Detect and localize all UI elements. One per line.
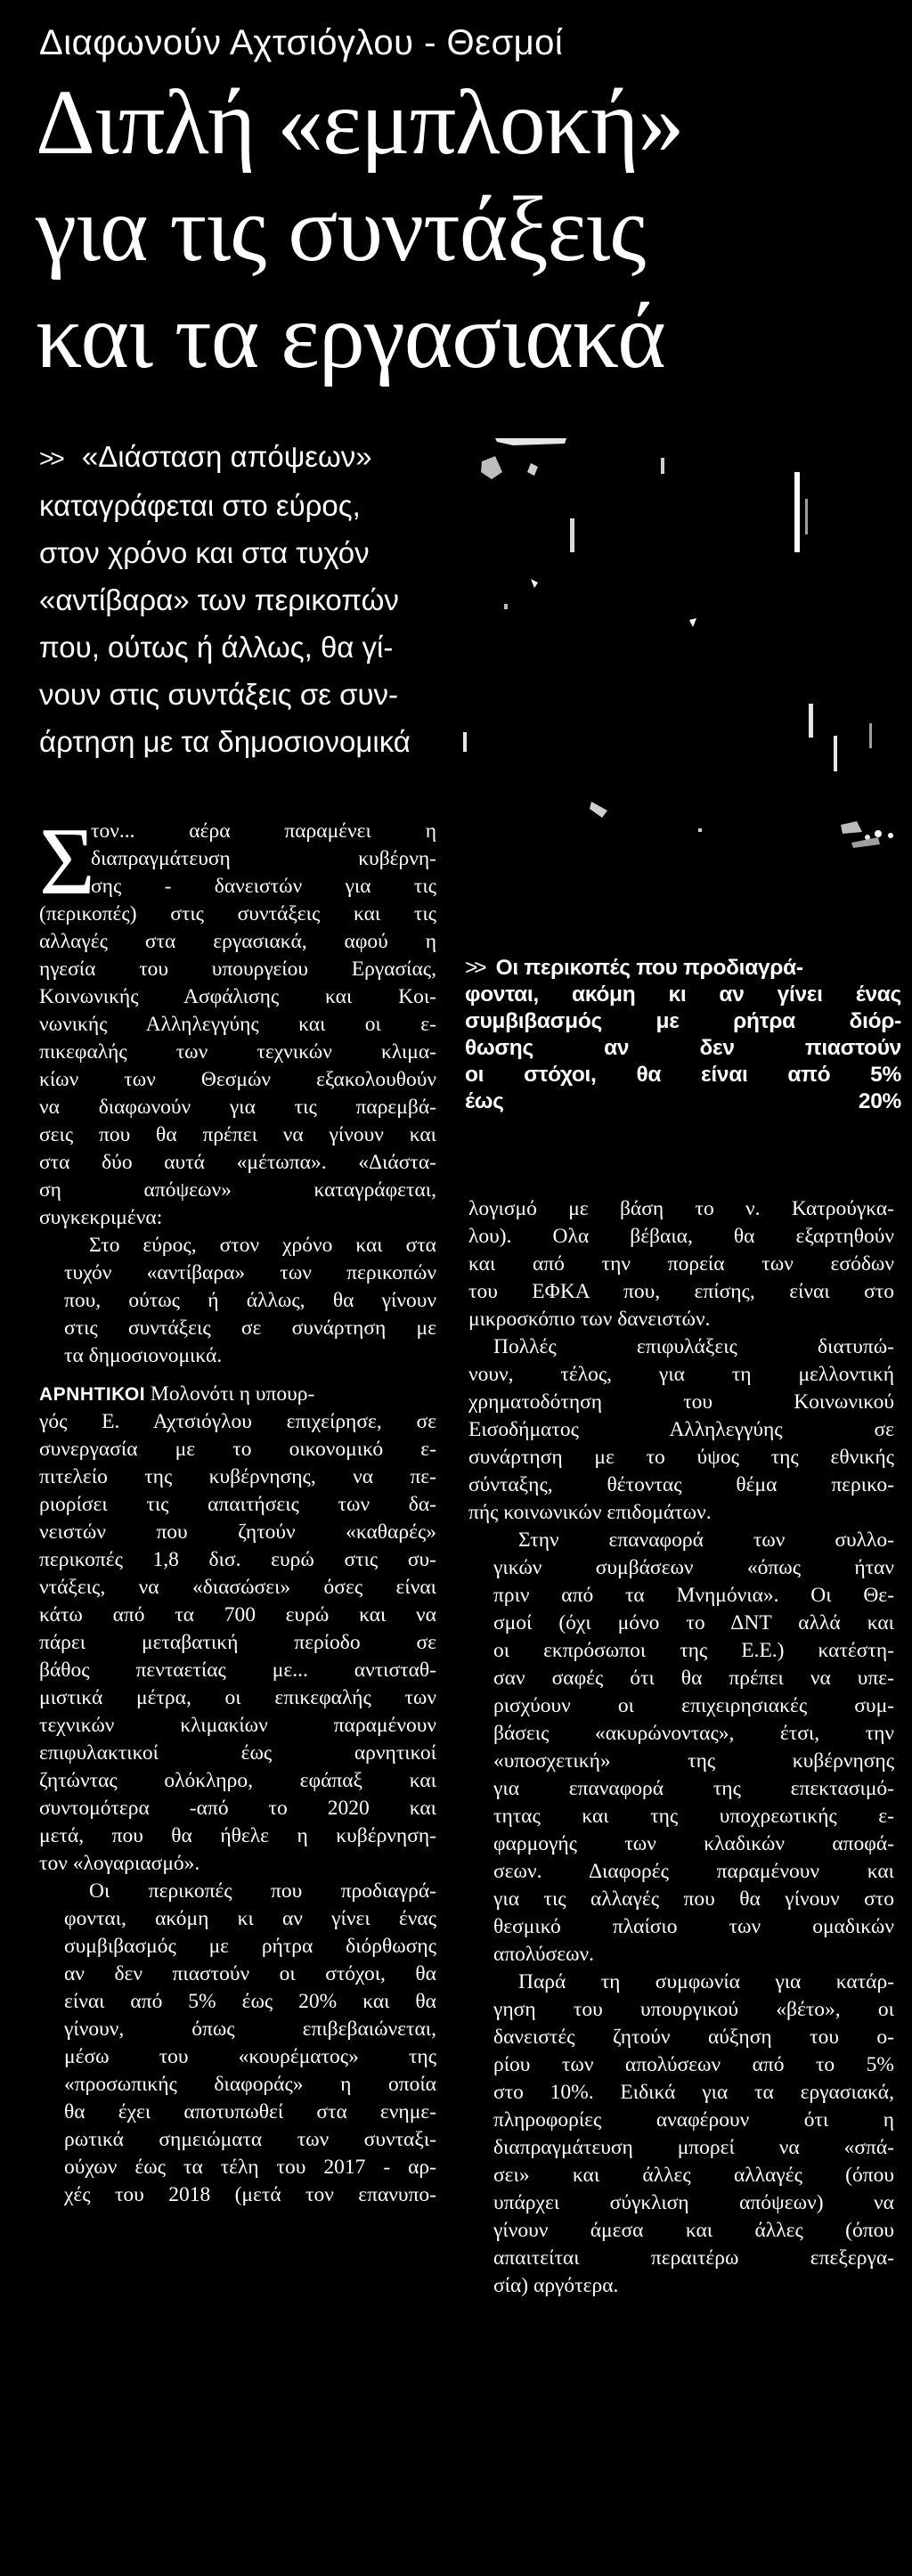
text-line: τον «λογαριασμό». bbox=[39, 1852, 200, 1875]
text-line: για επαναφορά της επεκτασιμό- bbox=[493, 1777, 894, 1800]
caption-line: συμβιβασμός με ρήτρα διόρ- bbox=[465, 1009, 901, 1033]
text-line: σεων. Διαφορές παραμένουν και bbox=[493, 1860, 894, 1883]
text-line: νωνικής Αλληλεγγύης και οι ε- bbox=[39, 1013, 436, 1036]
text-line: συνεργασία με το οικονομικό ε- bbox=[39, 1438, 436, 1461]
cross-head-line bbox=[39, 1381, 436, 1408]
kicker: Διαφωνούν Αχτσιόγλου - Θεσμοί bbox=[39, 23, 564, 62]
text-line: λογισμό με βάση το ν. Κατρούγκα- bbox=[468, 1197, 894, 1220]
text-line: φαρμογής των κλαδικών αποφά- bbox=[493, 1832, 894, 1855]
text-line: Κοινωνικής Ασφάλισης και Κοι- bbox=[39, 985, 436, 1008]
lede-line: «αντίβαρα» των περικοπών bbox=[39, 583, 399, 616]
text-line: σαν σαφές ότι θα πρέπει να υπε- bbox=[493, 1667, 894, 1690]
caption-arrow-icon: >> bbox=[465, 956, 484, 980]
text-line: ρισχύουν οι επιχειρησιακές συμ- bbox=[493, 1694, 894, 1717]
text-line: «υποσχετική» της κυβέρνησης bbox=[493, 1749, 894, 1773]
text-line: στο 10%. Ειδικά για τα εργασιακά, bbox=[493, 2081, 894, 2104]
text-line: θεσμικό πλαίσιο των ομαδικών bbox=[493, 1915, 894, 1938]
text-line: ρωτικά σημειώματα των συνταξι- bbox=[64, 2128, 436, 2151]
text-line: ηγεσία του υπουργείου Εργασίας, bbox=[39, 958, 436, 981]
text-line: μικροσκόπιο των δανειστών. bbox=[468, 1308, 711, 1331]
text-line: ρίου των απολύσεων από το 5% bbox=[493, 2053, 894, 2076]
text-line: σει» και άλλες αλλαγές (όπου bbox=[493, 2164, 894, 2187]
text-line: πριν από τα Μνημόνια». Οι Θε- bbox=[493, 1584, 894, 1607]
text-line: στις συντάξεις σε συνάρτηση με bbox=[64, 1317, 436, 1340]
text-line: που, ούτως ή άλλως, θα γίνουν bbox=[64, 1289, 436, 1312]
text-line: τητας και της υποχρεωτικής ε- bbox=[493, 1805, 894, 1828]
text-line: γίνουν, όπως επιβεβαιώνεται, bbox=[64, 2018, 436, 2041]
article-photo bbox=[460, 436, 896, 860]
text-line: γός Ε. Αχτσιόγλου επιχείρησε, σε bbox=[39, 1410, 436, 1433]
text-line: να διαφωνούν για τις παρεμβά- bbox=[39, 1096, 436, 1119]
text-line: νειστών που ζητούν «καθαρές» bbox=[39, 1520, 436, 1544]
text-line: σμοί (όχι μόνο το ΔΝΤ αλλά και bbox=[493, 1611, 894, 1634]
text-line: Πολλές επιφυλάξεις διατυπώ- bbox=[493, 1335, 894, 1358]
paragraph bbox=[39, 1878, 436, 2209]
text-line: θα έχει αποτυπωθεί στα ενημε- bbox=[64, 2100, 436, 2124]
text-line: ζητώντας ολόκληρο, εφάπαξ και bbox=[39, 1769, 436, 1792]
text-line: μέσω του «κουρέματος» της bbox=[64, 2045, 436, 2068]
headline-line: Διπλή «εμπλοκή» bbox=[36, 71, 684, 174]
cross-head: ΑΡΝΗΤΙΚΟΙ bbox=[39, 1384, 146, 1405]
text-line: χές του 2018 (μετά τον επανυπο- bbox=[64, 2183, 436, 2206]
headline-line: για τις συντάξεις bbox=[36, 178, 646, 281]
lede-arrow-icon: >> bbox=[39, 444, 61, 472]
text-line: «προσωπικής διαφοράς» η οποία bbox=[64, 2073, 436, 2096]
text-line: Παρά τη συμφωνία για κατάρ- bbox=[518, 1970, 894, 1993]
text-line: (περικοπές) στις συντάξεις και τις bbox=[39, 902, 436, 925]
text-line: αλλαγές στα εργασιακά, αφού η bbox=[39, 930, 436, 953]
text-line: είναι από 5% έως 20% και θα bbox=[64, 1990, 436, 2013]
paragraph bbox=[39, 1232, 436, 1370]
text-line: τυχόν «αντίβαρα» των περικοπών bbox=[64, 1261, 436, 1284]
photo-dark-image bbox=[460, 436, 896, 860]
text-line: γίνουν άμεσα και άλλες (όπου bbox=[493, 2219, 894, 2242]
text-line: δανειστές ζητούν αύξηση του ο- bbox=[493, 2026, 894, 2049]
text-line: μετά, που θα ήθελε η κυβέρνηση- bbox=[39, 1824, 436, 1847]
article-column-right bbox=[468, 1195, 894, 2300]
text-line: του ΕΦΚΑ που, επίσης, είναι στο bbox=[468, 1280, 894, 1303]
text-line: νουν, τέλος, για τη μελλοντική bbox=[468, 1363, 894, 1386]
text-line: διαπραγμάτευση κυβέρνη- bbox=[91, 847, 436, 870]
text-line: πιτελείο της κυβέρνησης, να πε- bbox=[39, 1465, 436, 1488]
text-line: συμβιβασμός με ρήτρα διόρθωσης bbox=[64, 1935, 436, 1958]
text-line: γηση του υπουργικού «βέτο», οι bbox=[493, 1998, 894, 2021]
caption-line: οι στόχοι, θα είναι από 5% bbox=[465, 1063, 901, 1087]
text-line: ση απόψεων» καταγράφεται, bbox=[39, 1178, 436, 1202]
lede-line: καταγράφεται στο εύρος, bbox=[39, 489, 361, 522]
text-line: πάρει μεταβατική περίοδο σε bbox=[39, 1631, 436, 1654]
text-line: περικοπές 1,8 δισ. ευρώ στις συ- bbox=[39, 1548, 436, 1571]
text-line: απολύσεων. bbox=[493, 1943, 595, 1966]
paragraph bbox=[39, 809, 436, 1232]
paragraph bbox=[468, 1527, 894, 1969]
lede-line: άρτηση με τα δημοσιονομικά bbox=[39, 725, 411, 758]
caption-line: Οι περικοπές που προδιαγρά- bbox=[495, 956, 803, 980]
text-line: αν δεν πιαστούν οι στόχοι, θα bbox=[64, 1962, 436, 1985]
text-line: ούχων έως τα τέλη του 2017 - αρ- bbox=[64, 2156, 436, 2179]
text-line: μιστικά μέτρα, οι επικεφαλής των bbox=[39, 1686, 436, 1709]
text-line: βάθος πενταετίας με... αντισταθ- bbox=[39, 1659, 436, 1682]
text-line: και από την πορεία των εσόδων bbox=[468, 1252, 894, 1276]
text-line: διαπραγμάτευση μπορεί να «σπά- bbox=[493, 2136, 894, 2159]
text-line: λου). Ολα βέβαια, θα εξαρτηθούν bbox=[468, 1225, 894, 1248]
text-line: φονται, ακόμη κι αν γίνει ένας bbox=[64, 1907, 436, 1930]
drop-cap: Σ bbox=[39, 809, 95, 915]
text-line: στα δύο αυτά «μέτωπα». «Διάστα- bbox=[39, 1151, 436, 1174]
paragraph bbox=[39, 1381, 436, 1878]
text-line: σης - δανειστών για τις bbox=[91, 875, 436, 898]
text-line: κάτω από τα 700 ευρώ και να bbox=[39, 1603, 436, 1626]
text-line: σία) αργότερα. bbox=[493, 2274, 619, 2297]
lede bbox=[39, 433, 449, 765]
text-line: για τις αλλαγές που θα γίνουν στο bbox=[493, 1887, 894, 1911]
text-line: τον... αέρα παραμένει η bbox=[91, 819, 436, 843]
paragraph bbox=[468, 1195, 894, 1527]
text-line: συγκεκριμένα: bbox=[39, 1206, 163, 1229]
caption-line: θωσης αν δεν πιαστούν bbox=[465, 1036, 901, 1060]
text-line: τεχνικών κλιμακίων παραμένουν bbox=[39, 1714, 436, 1737]
text-line: υπάρχει σύγκλιση απόψεων) να bbox=[493, 2191, 894, 2214]
headline bbox=[36, 69, 891, 390]
headline-line: και τα εργασιακά bbox=[36, 285, 665, 387]
text-line: κίων των Θεσμών εξακολουθούν bbox=[39, 1068, 436, 1091]
text-line: πληροφορίες αναφέρουν ότι η bbox=[493, 2108, 894, 2132]
lede-line: στον χρόνο και στα τυχόν bbox=[39, 536, 370, 569]
text-line: απαιτείται περαιτέρω επεξεργα- bbox=[493, 2246, 894, 2270]
text-line: σεις που θα πρέπει να γίνουν και bbox=[39, 1123, 436, 1146]
text-line: χρηματοδότηση του Κοινωνικού bbox=[468, 1390, 894, 1414]
text-line: Εισοδήματος Αλληλεγγύης σε bbox=[468, 1418, 894, 1441]
text-line: συνάρτηση με το ύψος της εθνικής bbox=[468, 1446, 894, 1469]
photo-caption bbox=[465, 955, 901, 1115]
text-line: Οι περικοπές που προδιαγρά- bbox=[89, 1879, 436, 1903]
lede-line: που, ούτως ή άλλως, θα γί- bbox=[39, 631, 394, 664]
text-line: συντομότερα -από το 2020 και bbox=[39, 1797, 436, 1820]
paragraph bbox=[468, 1969, 894, 2300]
caption-line: έως 20% bbox=[465, 1089, 901, 1113]
lede-line: νουν στις συντάξεις σε συν- bbox=[39, 678, 398, 711]
text-line: ντάξεις, να «διασώσει» όσες είναι bbox=[39, 1576, 436, 1599]
text-line: οι εκπρόσωποι της Ε.Ε.) κατέστη- bbox=[493, 1639, 894, 1662]
text-line: ριορίσει τις απαιτήσεις των δα- bbox=[39, 1493, 436, 1516]
text-line: Στην επαναφορά των συλλο- bbox=[518, 1528, 894, 1552]
text-line: γικών συμβάσεων «όπως ήταν bbox=[493, 1556, 894, 1579]
text-line: Μολονότι η υπουρ- bbox=[150, 1382, 315, 1406]
lede-line: «Διάσταση απόψεων» bbox=[81, 440, 372, 473]
text-line: τα δημοσιονομικά. bbox=[64, 1344, 223, 1367]
text-line: βάσεις «ακυρώνοντας», έτσι, την bbox=[493, 1722, 894, 1745]
text-line: Στο εύρος, στον χρόνο και στα bbox=[89, 1234, 436, 1257]
text-line: επιφυλακτικοί έως αρνητικοί bbox=[39, 1741, 436, 1765]
text-line: σύνταξης, θέτοντας θέμα περικο- bbox=[468, 1473, 894, 1496]
article-column-left bbox=[39, 809, 436, 2209]
text-line: πικεφαλής των τεχνικών κλιμα- bbox=[39, 1040, 436, 1064]
text-line: πής κοινωνικών επιδομάτων. bbox=[468, 1501, 712, 1524]
caption-line: φονται, ακόμη κι αν γίνει ένας bbox=[465, 982, 901, 1007]
